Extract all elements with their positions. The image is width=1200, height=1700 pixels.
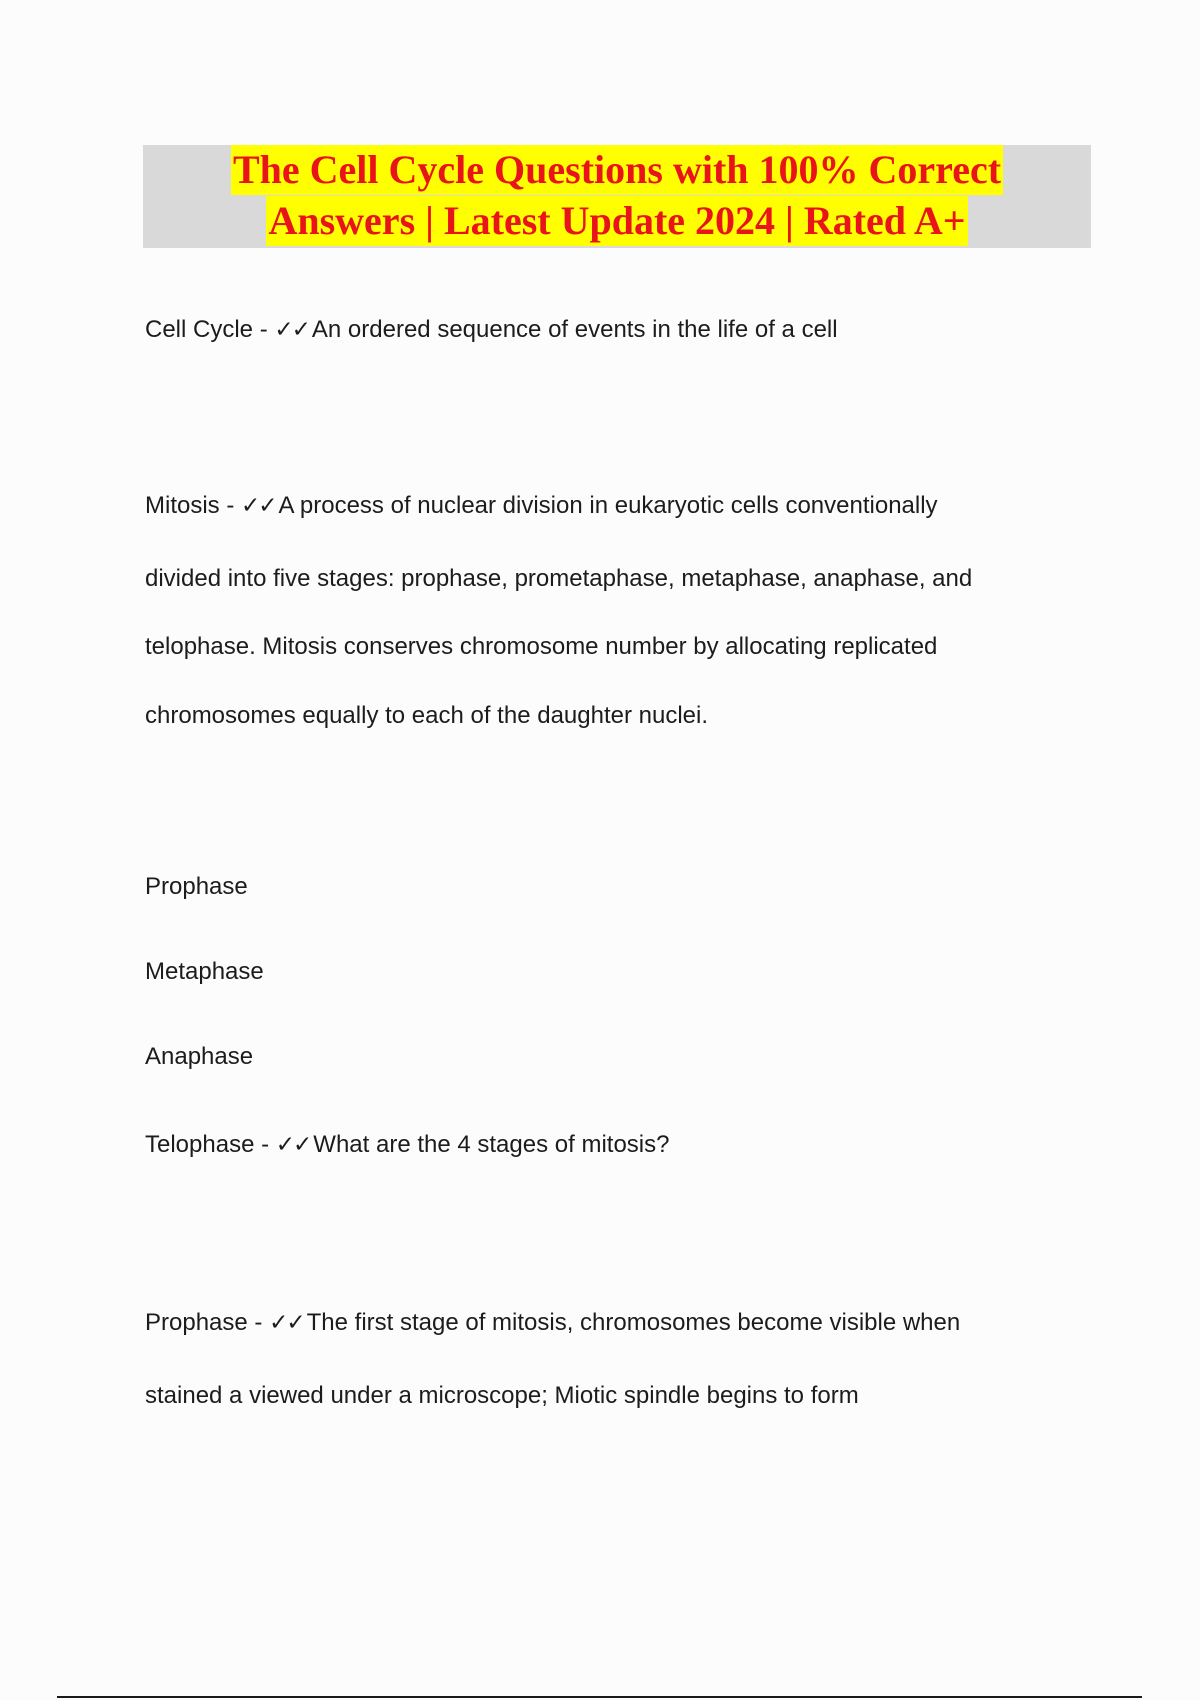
- answer-continuation: chromosomes equally to each of the daughter nuclei.: [145, 702, 709, 729]
- list-item: Prophase: [145, 873, 248, 900]
- answer-text: What are the 4 stages of mitosis?: [313, 1131, 670, 1158]
- term-label: Cell Cycle -: [145, 316, 275, 343]
- term-label: Telophase -: [145, 1131, 276, 1158]
- entry-prophase: [145, 1308, 960, 1338]
- answer-text: The first stage of mitosis, chromosomes become visible when: [306, 1309, 961, 1336]
- footer-rule: [57, 1696, 1142, 1698]
- entry-cell-cycle: [145, 315, 838, 345]
- answer-continuation: divided into five stages: prophase, prometaphase, metaphase, anaphase, and: [145, 565, 973, 592]
- term-label: Mitosis -: [145, 492, 241, 519]
- answer-text: A process of nuclear division in eukaryotic cells conventionally: [278, 492, 938, 519]
- double-check-icon: ✓✓: [241, 493, 276, 519]
- answer-continuation: telophase. Mitosis conserves chromosome number by allocating replicated: [145, 633, 938, 660]
- double-check-icon: ✓✓: [269, 1310, 304, 1336]
- answer-text: An ordered sequence of events in the life of a cell: [311, 316, 838, 343]
- entry-mitosis: [145, 491, 938, 521]
- list-item: Anaphase: [145, 1043, 254, 1070]
- title-line-1: The Cell Cycle Questions with 100% Correct: [231, 145, 1003, 195]
- title-line-2: Answers | Latest Update 2024 | Rated A+: [266, 196, 967, 246]
- answer-continuation: stained a viewed under a microscope; Miotic spindle begins to form: [145, 1382, 859, 1409]
- list-item: Metaphase: [145, 958, 264, 985]
- double-check-icon: ✓✓: [275, 1132, 311, 1158]
- term-label: Prophase -: [145, 1309, 270, 1336]
- entry-telophase: [145, 1130, 669, 1160]
- double-check-icon: ✓✓: [274, 317, 309, 343]
- title-banner: [143, 145, 1091, 248]
